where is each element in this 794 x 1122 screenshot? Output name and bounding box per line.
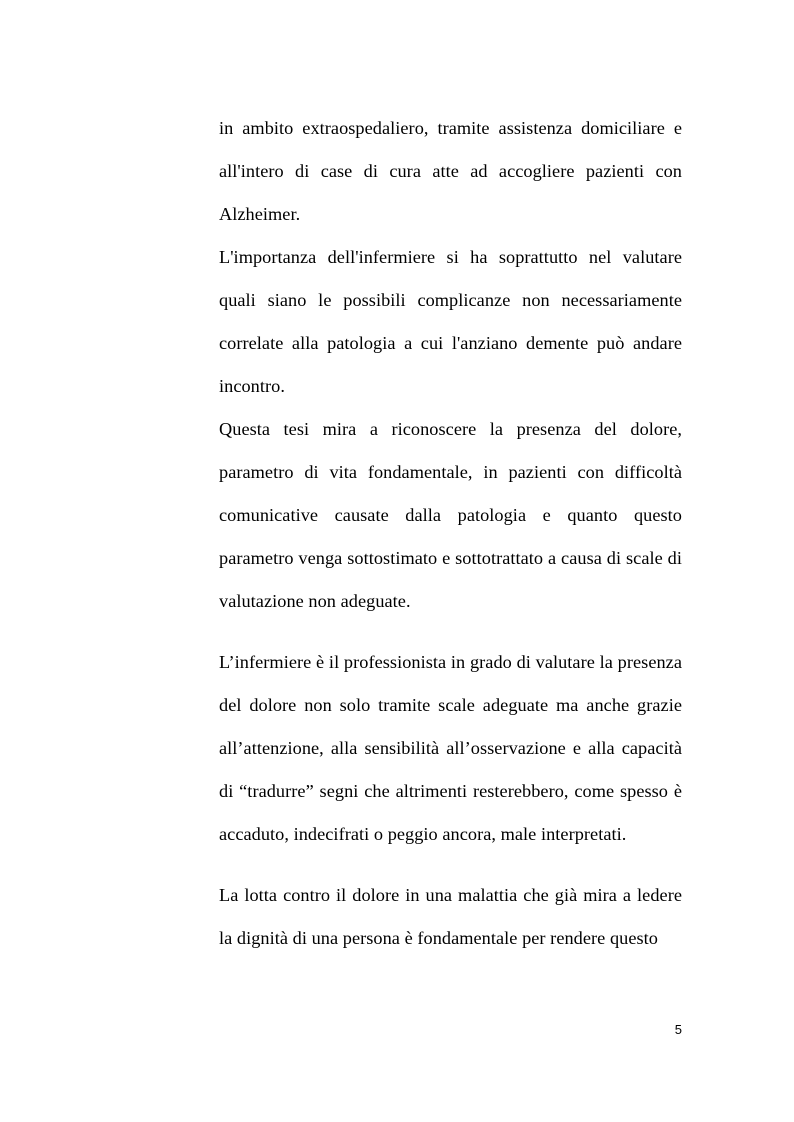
body-text	[219, 107, 682, 960]
page-number: 5	[674, 1022, 682, 1037]
paragraph-3: Questa tesi mira a riconoscere la presenza del dolore, parametro di vita fondamentale, in pazienti con difficoltà comunicative causate dalla patologia e quanto questo parametro venga sottostimato e sottotrattato a causa di scale di valutazione non adeguate.	[219, 419, 682, 611]
paragraph-5: La lotta contro il dolore in una malattia che già mira a ledere la dignità di una persona è fondamentale per rendere questo	[219, 885, 682, 948]
paragraph-4: L’infermiere è il professionista in grado di valutare la presenza del dolore non solo tramite scale adeguate ma anche grazie all’attenzione, alla sensibilità all’osservazione e alla capacità di “tradurre” segni che altrimenti resterebbero, come spesso è accaduto, indecifrati o peggio ancora, male interpretati.	[219, 652, 682, 844]
paragraph-2: L'importanza dell'infermiere si ha soprattutto nel valutare quali siano le possibili complicanze non necessariamente correlate alla patologia a cui l'anziano demente può andare incontro.	[219, 247, 682, 396]
paragraph-1: in ambito extraospedaliero, tramite assistenza domiciliare e all'intero di case di cura atte ad accogliere pazienti con Alzheimer.	[219, 118, 682, 224]
